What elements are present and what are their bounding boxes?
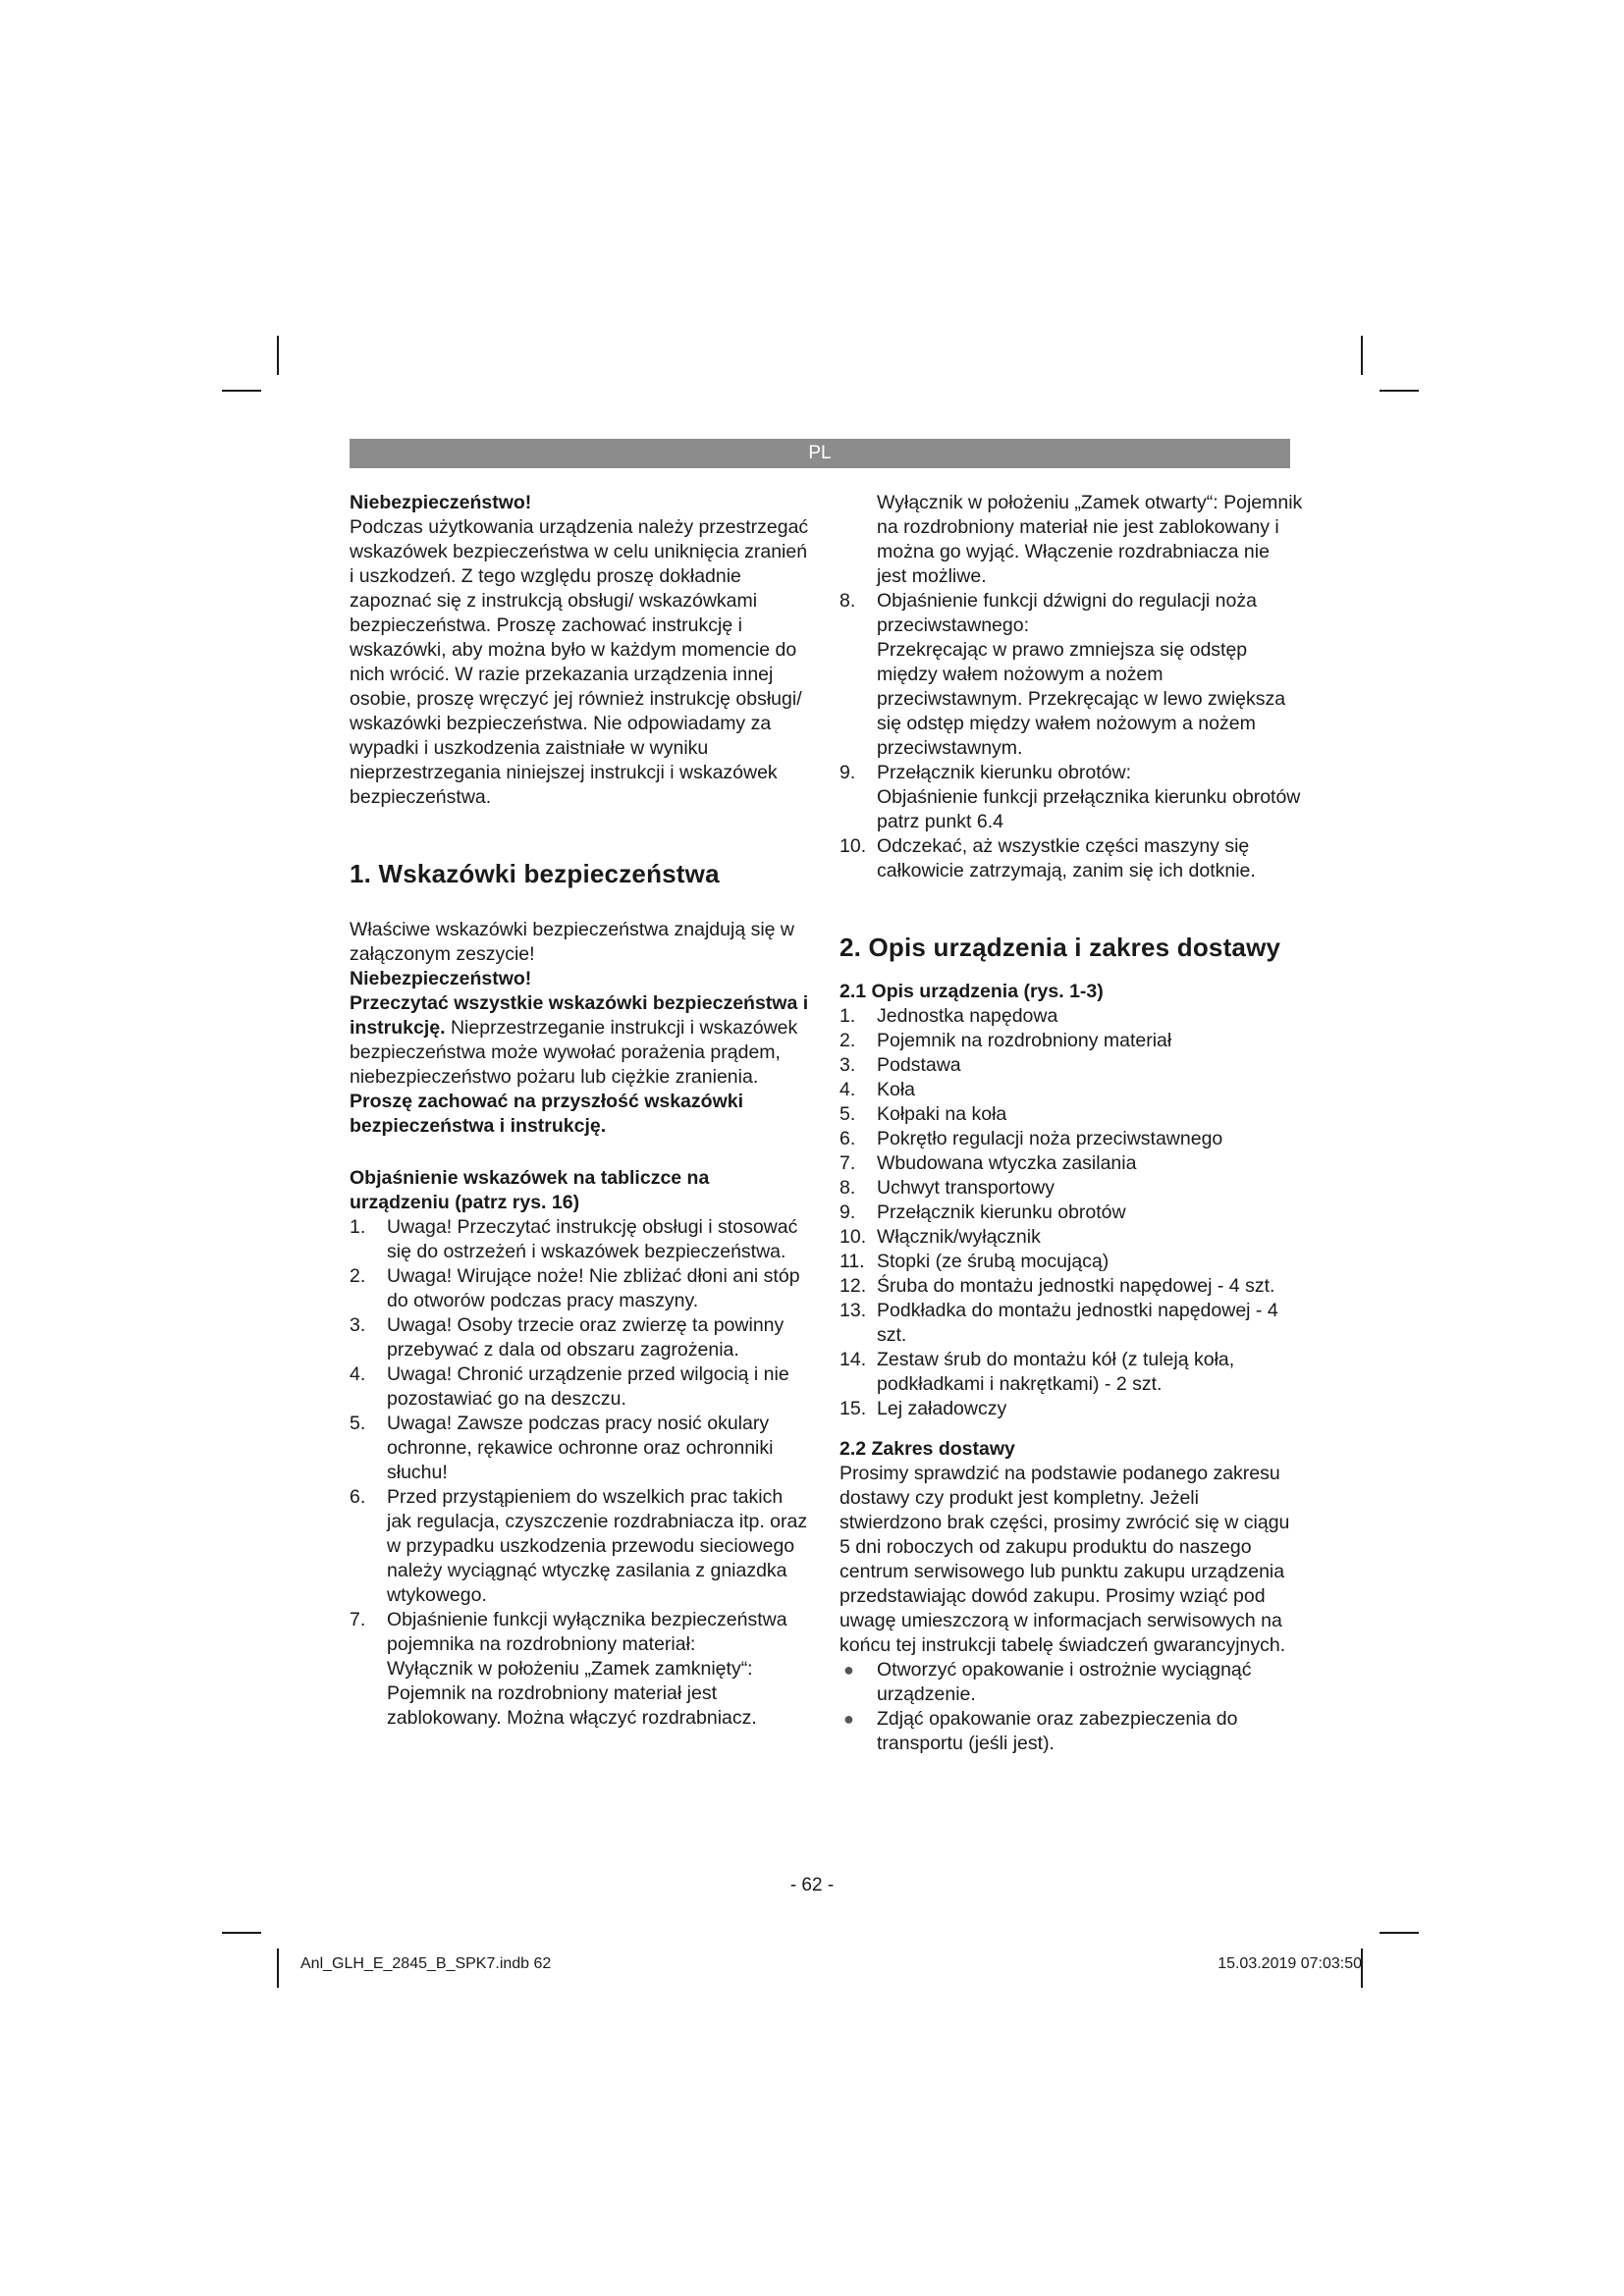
item-number: 11. — [839, 1251, 865, 1272]
crop-mark — [222, 390, 261, 392]
list-item — [350, 1362, 811, 1412]
item-number: 2. — [839, 1030, 856, 1051]
list-item — [839, 1658, 1303, 1707]
crop-mark — [277, 336, 279, 375]
list-item — [839, 1127, 1303, 1151]
item-text: Uwaga! Zawsze podczas pracy nosić okulary ochronne, rękawice ochronne oraz ochronniki słuchu! — [387, 1413, 774, 1483]
item-text: Uwaga! Osoby trzecie oraz zwierzę ta powinny przebywać z dala od obszaru zagrożenia. — [387, 1314, 785, 1361]
list-item — [350, 1608, 811, 1657]
item-number: 7. — [839, 1152, 856, 1174]
left-column — [350, 491, 811, 1731]
item-number: 5. — [839, 1103, 856, 1125]
list-item — [839, 589, 1303, 761]
item-number: 8. — [839, 590, 856, 612]
bullet-text: Otworzyć opakowanie i ostrożnie wyciągnąć urządzenie. — [877, 1659, 1252, 1705]
section-1-title: 1. Wskazówki bezpieczeństwa — [350, 859, 720, 888]
item-text: Stopki (ze śrubą mocującą) — [877, 1251, 1110, 1272]
list-item — [839, 1225, 1303, 1250]
item-8-text: Przekręcając w prawo zmniejsza się odstęp między wałem nożowym a nożem przeciwstawnym. Przekręcając w lewo zwiększa się odstęp między wałem nożowym a nożem przeciwstawnym. — [877, 639, 1286, 759]
item-9-title: Przełącznik kierunku obrotów: — [877, 762, 1132, 783]
list-item — [839, 834, 1303, 883]
item-text: Uwaga! Przeczytać instrukcję obsługi i stosować się do ostrzeżeń i wskazówek bezpieczeństwa. — [387, 1216, 798, 1262]
list-item — [839, 1078, 1303, 1102]
list-item — [839, 1004, 1303, 1029]
bullet-icon: ● — [843, 1660, 854, 1680]
item-8-title: Objaśnienie funkcji dźwigni do regulacji noża przeciwstawnego: — [877, 590, 1257, 636]
item-text: Pokrętło regulacji noża przeciwstawnego — [877, 1128, 1223, 1149]
item-number: 9. — [839, 1201, 856, 1223]
scope-subtitle: 2.2 Zakres dostawy — [839, 1438, 1015, 1460]
list-item — [839, 1151, 1303, 1176]
read-instructions-bold: Przeczytać wszystkie wskazówki bezpieczeństwa i instrukcję. — [350, 992, 809, 1039]
item-number: 4. — [839, 1079, 856, 1100]
safety-intro: Właściwe wskazówki bezpieczeństwa znajdują się w załączonym zeszycie! — [350, 919, 795, 965]
list-item — [839, 1201, 1303, 1225]
item-number: 1. — [350, 1216, 366, 1238]
footer-timestamp: 15.03.2019 07:03:50 — [1218, 1955, 1362, 1972]
warning-text: Podczas użytkowania urządzenia należy przestrzegać wskazówek bezpieczeństwa w celu uniknięcia zranień i uszkodzeń. Z tego względu proszę dokładnie zapoznać się z instrukcją obsługi/ wskazówkami bezpieczeństwa. Proszę zachować instrukcję i wskazówki, aby można było w każdym momencie do nich wrócić. W razie przekazania urządzenia innej osobie, proszę wręczyć jej również instrukcję obsługi/ wskazówki bezpieczeństwa. Nie odpowiadamy za wypadki i uszkodzenia zaistniałe w wyniku nieprzestrzegania niniejszej instrukcji i wskazówek bezpieczeństwa. — [350, 516, 809, 808]
item-10-text: Odczekać, aż wszystkie części maszyny się całkowicie zatrzymają, zanim się ich dotknie. — [877, 835, 1256, 881]
list-item — [839, 1029, 1303, 1053]
list-item — [839, 1397, 1303, 1421]
right-column — [839, 491, 1303, 1756]
item-7-closed-text: Wyłącznik w położeniu „Zamek zamknięty“: Pojemnik na rozdrobniony materiał jest zablokowany. Można włączyć rozdrabniacz. — [387, 1658, 757, 1729]
warning-title: Niebezpieczeństwo! — [350, 492, 532, 513]
item-number: 15. — [839, 1398, 867, 1419]
crop-mark — [1380, 1932, 1419, 1934]
safety-warning: Niebezpieczeństwo! — [350, 968, 532, 989]
item-number: 1. — [839, 1005, 856, 1027]
item-text: Kołpaki na koła — [877, 1103, 1007, 1125]
item-text: Objaśnienie funkcji wyłącznika bezpieczeństwa pojemnika na rozdrobniony materiał: — [387, 1609, 787, 1655]
item-text: Podstawa — [877, 1054, 961, 1076]
list-item — [839, 1299, 1303, 1348]
item-number: 6. — [350, 1486, 366, 1508]
crop-mark — [1380, 390, 1419, 392]
list-item — [839, 1176, 1303, 1201]
item-text: Wbudowana wtyczka zasilania — [877, 1152, 1137, 1174]
item-text: Przełącznik kierunku obrotów — [877, 1201, 1126, 1223]
list-item — [350, 1215, 811, 1264]
list-item — [350, 1313, 811, 1362]
item-text: Uwaga! Chronić urządzenie przed wilgocią i nie pozostawiać go na deszczu. — [387, 1363, 789, 1410]
item-text: Uwaga! Wirujące noże! Nie zbliżać dłoni ani stóp do otworów podczas pracy maszyny. — [387, 1265, 800, 1311]
item-number: 9. — [839, 762, 856, 783]
footer-file-name: Anl_GLH_E_2845_B_SPK7.indb 62 — [300, 1955, 552, 1972]
item-9-text: Objaśnienie funkcji przełącznika kierunku obrotów patrz punkt 6.4 — [877, 786, 1301, 832]
item-text: Przed przystąpieniem do wszelkich prac takich jak regulacja, czyszczenie rozdrabniacza itp. oraz w przypadku uszkodzenia przewodu sieciowego należy wyciągnąć wtyczkę zasilania z gniazdka wtykowego. — [387, 1486, 808, 1606]
bullet-text: Zdjąć opakowanie oraz zabezpieczenia do transportu (jeśli jest). — [877, 1708, 1238, 1754]
item-text: Włącznik/wyłącznik — [877, 1226, 1041, 1248]
scope-bullet-list — [839, 1658, 1303, 1756]
list-item — [839, 761, 1303, 834]
scope-text: Prosimy sprawdzić na podstawie podanego zakresu dostawy czy produkt jest kompletny. Jeżeli stwierdzono brak części, prosimy zwrócić się w ciągu 5 dni roboczych od zakupu produktu do naszego centrum serwisowego lub punktu zakupu urządzenia przedstawiając dowód zakupu. Prosimy wziąć pod uwagę umieszczorą w informacjach serwisowych na końcu tej instrukcji tabelę świadczeń gwarancyjnych. — [839, 1463, 1290, 1656]
item-number: 3. — [839, 1054, 856, 1076]
list-item — [839, 1053, 1303, 1078]
list-item — [350, 1485, 811, 1608]
item-text: Śruba do montażu jednostki napędowej - 4 szt. — [877, 1275, 1275, 1297]
item-number: 2. — [350, 1265, 366, 1287]
description-subtitle: 2.1 Opis urządzenia (rys. 1-3) — [839, 981, 1104, 1002]
read-instructions-body: Nieprzestrzeganie instrukcji i wskazówek bezpieczeństwa może wywołać porażenia prądem, niebezpieczeństwo pożaru lub ciężkie zranienia. — [350, 1017, 798, 1088]
section-2-title: 2. Opis urządzenia i zakres dostawy — [839, 933, 1281, 962]
list-item — [839, 1707, 1303, 1756]
item-number: 3. — [350, 1314, 366, 1336]
page-number: - 62 - — [789, 1875, 835, 1896]
item-text: Jednostka napędowa — [877, 1005, 1058, 1027]
item-number: 10. — [839, 835, 867, 857]
item-text: Lej załadowczy — [877, 1398, 1007, 1419]
item-number: 14. — [839, 1349, 867, 1370]
keep-instructions-bold: Proszę zachować na przyszłość wskazówki bezpieczeństwa i instrukcję. — [350, 1091, 743, 1137]
list-item — [839, 1250, 1303, 1274]
language-header-bar — [350, 439, 1290, 468]
description-list — [839, 1004, 1303, 1421]
item-number: 8. — [839, 1177, 856, 1199]
bullet-icon: ● — [843, 1709, 854, 1729]
item-number: 7. — [350, 1609, 366, 1630]
item-7-open-text: Wyłącznik w położeniu „Zamek otwarty“: Pojemnik na rozdrobniony materiał nie jest zablokowany i można go wyjąć. Włączenie rozdrabniacza nie jest możliwe. — [877, 492, 1303, 587]
list-item — [839, 1348, 1303, 1397]
crop-mark — [277, 1949, 279, 1988]
item-text: Zestaw śrub do montażu kół (z tuleją koła, podkładkami i nakrętkami) - 2 szt. — [877, 1349, 1235, 1395]
item-number: 10. — [839, 1226, 867, 1248]
item-number: 6. — [839, 1128, 856, 1149]
label-explanation-list — [350, 1215, 811, 1657]
item-number: 5. — [350, 1413, 366, 1434]
list-item — [839, 1274, 1303, 1299]
list-item — [839, 1102, 1303, 1127]
label-explanation-title: Objaśnienie wskazówek na tabliczce na urządzeniu (patrz rys. 16) — [350, 1167, 710, 1213]
list-item — [350, 1412, 811, 1485]
list-item — [350, 1264, 811, 1313]
read-instructions-text — [350, 991, 811, 1139]
crop-mark — [222, 1932, 261, 1934]
label-explanation-list-continued — [839, 589, 1303, 883]
item-text: Uchwyt transportowy — [877, 1177, 1055, 1199]
item-text: Koła — [877, 1079, 916, 1100]
item-text: Podkładka do montażu jednostki napędowej - 4 szt. — [877, 1300, 1278, 1346]
item-text: Pojemnik na rozdrobniony materiał — [877, 1030, 1172, 1051]
item-number: 13. — [839, 1300, 867, 1321]
item-number: 12. — [839, 1275, 867, 1297]
crop-mark — [1361, 336, 1363, 375]
item-number: 4. — [350, 1363, 366, 1385]
language-label: PL — [808, 443, 832, 463]
